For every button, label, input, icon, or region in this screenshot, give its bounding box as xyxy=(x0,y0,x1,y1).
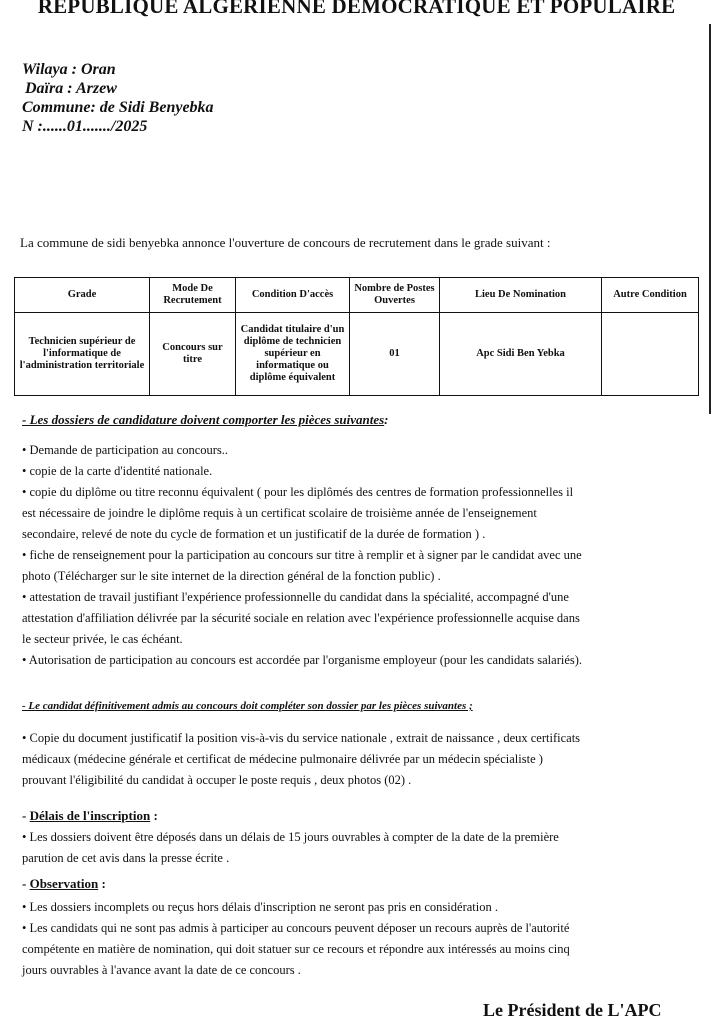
header-grade: Grade xyxy=(15,278,150,313)
cell-grade: Technicien supérieur de l'informatique de l'administration territoriale xyxy=(15,313,150,396)
list-item: • Les dossiers incomplets ou reçus hors délais d'inscription ne seront pas pris en considération . xyxy=(22,900,498,914)
commune-line: Commune: de Sidi Benyebka xyxy=(22,99,214,116)
list-item: le secteur privée, le cas échéant. xyxy=(22,632,183,646)
list-item: • attestation de travail justifiant l'expérience professionnelle du candidat dans la spécialité, accompagné d'une xyxy=(22,590,569,604)
list-item: • Autorisation de participation au concours est accordée par l'organisme employeur (pour les candidats salariés). xyxy=(22,653,583,667)
page-edge-rule xyxy=(709,24,711,414)
list-item: attestation d'affiliation délivrée par la sécurité sociale en relation avec l'expérience professionnelle acquise dans xyxy=(22,611,580,625)
wilaya-line: Wilaya : Oran xyxy=(22,61,116,78)
section-dossiers-title xyxy=(22,412,389,428)
header-mode: Mode De Recrutement xyxy=(150,278,236,313)
list-item: parution de cet avis dans la presse écrite . xyxy=(22,851,230,865)
list-item: • fiche de renseignement pour la participation au concours sur titre à remplir et à signer par le candidat avec une xyxy=(22,548,582,562)
list-item: médicaux (médecine générale et certificat de médecine pulmonaire délivrée par un médecin spécialiste ) xyxy=(22,752,543,766)
table-header-row xyxy=(15,278,699,313)
list-item: prouvant l'éligibilité du candidat à occuper le poste requis , deux photos (02) . xyxy=(22,773,412,787)
list-item: jours ouvrables à l'avance avant la date de ce concours . xyxy=(22,963,301,977)
list-item: • copie du diplôme ou titre reconnu équivalent ( pour les diplômés des centres de formation professionnelles il xyxy=(22,485,574,499)
section-observation-title-text: Observation xyxy=(29,876,99,891)
republic-title: REPUBLIQUE ALGERIENNE DEMOCRATIQUE ET POPULAIRE xyxy=(37,0,676,18)
section-admis-list xyxy=(22,728,702,791)
table-row xyxy=(15,313,699,396)
section-admis-title: - Le candidat définitivement admis au concours doit compléter son dossier par les pièces suivantes ; xyxy=(22,700,473,712)
section-delais-list xyxy=(22,827,702,869)
recruitment-table xyxy=(14,277,699,396)
list-item: • Les candidats qui ne sont pas admis à participer au concours peuvent déposer un recours auprès de l'autorité xyxy=(22,921,570,935)
section-delais-title-text: Délais de l'inscription xyxy=(29,808,151,823)
cell-condition: Candidat titulaire d'un diplôme de technicien supérieur en informatique ou diplôme équivalent xyxy=(236,313,350,396)
section-observation-list xyxy=(22,897,702,981)
list-item: • Demande de participation au concours.. xyxy=(22,443,229,457)
header-postes: Nombre de Postes Ouvertes xyxy=(350,278,440,313)
list-item: secondaire, relevé de note du cycle de formation et un justificatif de la durée de formation ) . xyxy=(22,527,486,541)
section-observation-suffix: : xyxy=(98,876,106,891)
section-dossiers-list xyxy=(22,440,702,671)
cell-mode: Concours sur titre xyxy=(150,313,236,396)
section-delais-suffix: : xyxy=(150,808,158,823)
header-lieu: Lieu De Nomination xyxy=(440,278,602,313)
administrative-header xyxy=(22,60,214,136)
cell-lieu: Apc Sidi Ben Yebka xyxy=(440,313,602,396)
list-item: • Les dossiers doivent être déposés dans un délais de 15 jours ouvrables à compter de la date de la première xyxy=(22,830,559,844)
section-dossiers-title-text: - Les dossiers de candidature doivent comporter les pièces suivantes xyxy=(22,412,385,427)
cell-autre xyxy=(602,313,699,396)
daira-line: Daïra : Arzew xyxy=(25,80,117,97)
list-item: • Copie du document justificatif la position vis-à-vis du service nationale , extrait de naissance , deux certificats xyxy=(22,731,581,745)
header-autre: Autre Condition xyxy=(602,278,699,313)
header-condition: Condition D'accès xyxy=(236,278,350,313)
reference-number: N :......01......./2025 xyxy=(22,118,148,135)
section-dossiers-colon: : xyxy=(384,412,389,427)
section-delais-prefix: - xyxy=(22,808,30,823)
intro-paragraph: La commune de sidi benyebka annonce l'ouverture de concours de recrutement dans le grade suivant : xyxy=(20,235,551,250)
section-observation-prefix: - xyxy=(22,876,30,891)
section-observation-title xyxy=(22,876,106,892)
list-item: • copie de la carte d'identité nationale. xyxy=(22,464,213,478)
list-item: photo (Télécharger sur le site internet de la direction général de la fonction public) . xyxy=(22,569,441,583)
signature-line: Le Président de L'APC xyxy=(483,1000,662,1020)
list-item: est nécessaire de joindre le diplôme requis à un certificat scolaire de troisième année de l'enseignement xyxy=(22,506,537,520)
list-item: compétente en matière de nomination, qui doit statuer sur ce recours et répondre aux intéressés au moins cinq xyxy=(22,942,570,956)
section-delais-title xyxy=(22,808,158,824)
cell-postes: 01 xyxy=(350,313,440,396)
